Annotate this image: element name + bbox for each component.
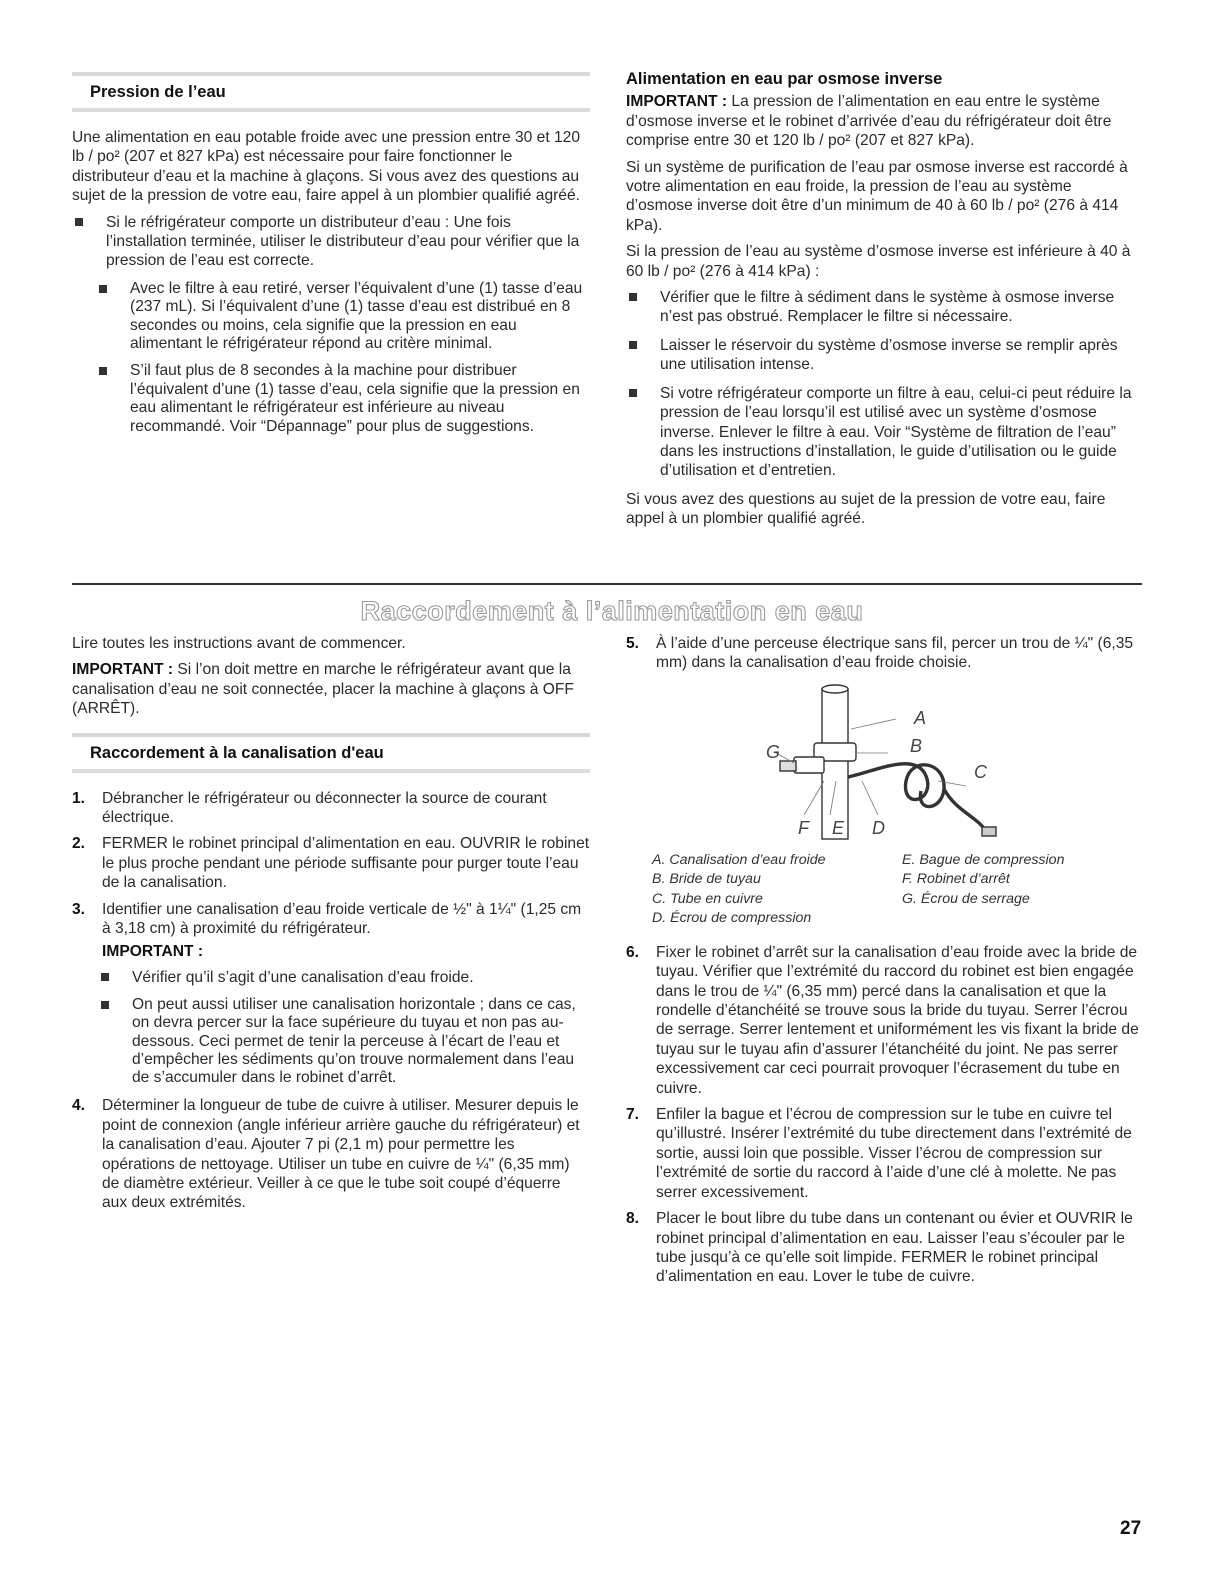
osmosis-section — [626, 70, 1136, 536]
step-text: Fixer le robinet d’arrêt sur la canalisation d’eau froide avec la bride de tuyau. Vérifier que l’extrémité du raccord du robinet est bien engagée dans le trou de ¼" (6,35 mm) percé dans la canalisation et que la rondelle d’étanchéité se trouve sous la bride du tuyau. Serrer l’écrou de serrage. Serrer lentement et uniformément les vis fixant la bride de tuyau sur le tuyau afin d’assurer l’étanchéité du joint. Ne pas serrer excessivement car ceci pourrait provoquer l’écrasement du tube en cuivre. — [656, 943, 1139, 1097]
step-number: 3. — [72, 900, 86, 918]
pressure-sub-bullet-1: Avec le filtre à eau retiré, verser l’équivalent d’une (1) tasse d’eau (237 mL). Si l’équivalent d’une (1) tasse d’eau est distribué en 8 secondes ou moins, cela signifie que la pression en eau alimentant le réfrigérateur répond au critère minimal. — [72, 280, 590, 354]
step-text: FERMER le robinet principal d’alimentation en eau. OUVRIR le robinet le plus proche pendant une période suffisante pour purger toute l’eau de la canalisation. — [102, 835, 590, 892]
legend-item: E. Bague de compression — [902, 851, 1065, 868]
step-3-bullet-1: Vérifier qu’il s’agit d’une canalisation d’eau froide. — [98, 968, 590, 987]
pressure-sub-bullet-2: S’il faut plus de 8 secondes à la machine pour distribuer l’équivalent d’une (1) tasse d’eau, cela signifie que la pression en eau alimentant le réfrigérateur est inférieure au niveau recommandé. Voir “Dépannage” pour plus de suggestions. — [72, 362, 590, 436]
water-pipe-shape — [822, 689, 848, 839]
step-number: 2. — [72, 835, 86, 853]
step-5 — [626, 634, 1140, 673]
legend-item: D. Écrou de compression — [652, 910, 812, 927]
osmosis-paragraph-3: Si la pression de l’eau au système d’osmose inverse est inférieure à 40 à 60 lb / po² (276 à 414 kPa) : — [626, 243, 1131, 280]
step-8 — [626, 1209, 1140, 1287]
main-title: Raccordement à l’alimentation en eau — [360, 596, 864, 626]
step-7 — [626, 1105, 1140, 1202]
osmosis-important-text: La pression de l’alimentation en eau entre le système d’osmose inverse et le robinet d’arrivée d’eau du réfrigérateur doit être comprise entre 30 et 120 lb / po² (207 et 827 kPa). — [626, 93, 1112, 150]
step-4 — [72, 1096, 590, 1212]
legend-item: B. Bride de tuyau — [652, 871, 761, 888]
step-number: 4. — [72, 1097, 86, 1115]
section-divider — [72, 583, 1142, 585]
label-e: E — [832, 817, 845, 838]
step-1 — [72, 789, 590, 828]
connection-right-column — [626, 634, 1140, 1294]
step-text: Déterminer la longueur de tube de cuivre à utiliser. Mesurer depuis le point de connexion (angle inférieur arrière gauche du réfrigérateur) et la canalisation d’eau. Ajouter 7 pi (2,1 m) pour permettre les opérations de nettoyage. Utiliser un tube en cuivre de ¼" (6,35 mm) de diamètre extérieur. Veiller à ce que le tube soit coupé d’équerre aux deux extrémités. — [102, 1097, 580, 1212]
page-number: 27 — [1120, 1518, 1142, 1539]
step-text: Placer le bout libre du tube dans un contenant ou évier et OUVRIR le robinet principal d’alimentation en eau. Laisser l’eau s’écouler par le tube jusqu’à ce qu’elle soit limpide. FERMER le robinet principal d’alimentation en eau. Lover le tube de cuivre. — [656, 1210, 1133, 1286]
shutoff-valve-figure — [626, 681, 1140, 851]
step-3-important: IMPORTANT : — [102, 943, 204, 961]
pressure-heading-bar — [72, 72, 590, 112]
label-f: F — [798, 817, 809, 838]
step-number: 1. — [72, 789, 86, 807]
step-number: 8. — [626, 1210, 640, 1228]
step-text: Identifier une canalisation d’eau froide verticale de ½" à 1¼" (1,25 cm à 3,18 cm) à proximité du réfrigérateur. — [102, 900, 582, 938]
legend-right — [902, 851, 1064, 910]
osmosis-paragraph-4: Si vous avez des questions au sujet de la pression de votre eau, faire appel à un plombier qualifié agréé. — [626, 490, 1106, 528]
osmosis-paragraph-2: Si un système de purification de l’eau par osmose inverse est raccordé à votre alimentation en eau froide, la pression de l’eau au système d’osmose inverse doit être d’un minimum de 40 à 60 lb / po² (276 à 414 kPa). — [626, 158, 1128, 234]
step-text: À l’aide d’une perceuse électrique sans fil, percer un trou de ¼" (6,35 mm) dans la canalisation d’eau froide choisie. — [656, 635, 1134, 672]
osmosis-bullet-1: Vérifier que le filtre à sédiment dans le système à osmose inverse n’est pas obstrué. Remplacer le filtre si nécessaire. — [626, 288, 1136, 327]
label-d: D — [872, 817, 885, 838]
step-number: 5. — [626, 635, 640, 652]
step-number: 6. — [626, 943, 640, 961]
connect-heading-bar — [72, 733, 590, 773]
pressure-intro: Une alimentation en eau potable froide avec une pression entre 30 et 120 lb / po² (207 et 827 kPa) est nécessaire pour faire fonctionner le distributeur d’eau et la machine à glaçons. Si vous avez des questions au sujet de la pression de votre eau, faire appel à un plombier qualifié agréé. — [72, 129, 581, 205]
step-6 — [626, 943, 1140, 1098]
label-c: C — [974, 761, 987, 782]
osmosis-bullet-3: Si votre réfrigérateur comporte un filtre à eau, celui-ci peut réduire la pression de l’eau lorsqu’il est utilisé avec un système d’osmose inverse. Enlever le filtre à eau. Voir “Système de filtration de l’eau” dans les instructions d’installation, le guide d’utilisation ou le guide d’utilisation et d’entretien. — [626, 384, 1136, 481]
pressure-section — [72, 72, 590, 445]
connect-heading: Raccordement à la canalisation d'eau — [90, 743, 384, 762]
step-text: Débrancher le réfrigérateur ou déconnecter la source de courant électrique. — [102, 789, 547, 827]
step-number: 7. — [626, 1106, 640, 1124]
osmosis-bullet-2: Laisser le réservoir du système d’osmose inverse se remplir après une utilisation intense. — [626, 336, 1136, 375]
step-text: Enfiler la bague et l’écrou de compression sur le tube en cuivre tel qu’illustré. Insérer l’extrémité du tube directement dans l’extrémité de sortie, aussi loin que possible. Visser l’écrou de compression sur l’extrémité de sortie du raccord à l’aide d’une clé à molette. Ne pas serrer excessivement. — [656, 1106, 1132, 1201]
connect-intro: Lire toutes les instructions avant de commencer. — [72, 635, 406, 652]
label-b: B — [910, 735, 923, 756]
osmosis-important-label: IMPORTANT : — [626, 93, 728, 111]
osmosis-important — [626, 92, 1136, 150]
step-3 — [72, 900, 590, 939]
valve-body-shape — [794, 757, 824, 773]
legend-left — [652, 851, 826, 929]
legend-item: A. Canalisation d’eau froide — [652, 851, 826, 868]
step-2 — [72, 834, 590, 892]
connect-important-text: Si l’on doit mettre en marche le réfrigérateur avant que la canalisation d’eau ne soit connectée, placer la machine à glaçons à OFF (ARRÊT). — [72, 661, 574, 718]
pressure-bullet: Si le réfrigérateur comporte un distributeur d’eau : Une fois l’installation terminée, utiliser le distributeur d’eau pour vérifier que la pression de l’eau est correcte. — [72, 213, 590, 271]
legend-item: G. Écrou de serrage — [902, 890, 1030, 907]
legend-item: C. Tube en cuivre — [652, 890, 763, 907]
label-g: G — [766, 741, 781, 762]
step-3-bullet-2: On peut aussi utiliser une canalisation horizontale ; dans ce cas, on devra percer sur la face supérieure du tuyau et non pas au-dessous. Ceci permet de tenir la perceuse à l’écart de l’eau et d’empêcher les sédiments qu’on trouve normalement dans l’eau de s’accumuler dans le robinet d’arrêt. — [98, 996, 590, 1087]
connect-important — [72, 660, 590, 718]
figure-legend — [626, 851, 1140, 935]
label-a: A — [914, 707, 927, 728]
pressure-heading: Pression de l’eau — [90, 83, 226, 101]
osmosis-heading: Alimentation en eau par osmose inverse — [626, 70, 943, 88]
connection-left-column — [72, 634, 590, 1220]
connect-important-label: IMPORTANT : — [72, 661, 174, 679]
legend-item: F. Robinet d’arrêt — [902, 871, 1010, 888]
